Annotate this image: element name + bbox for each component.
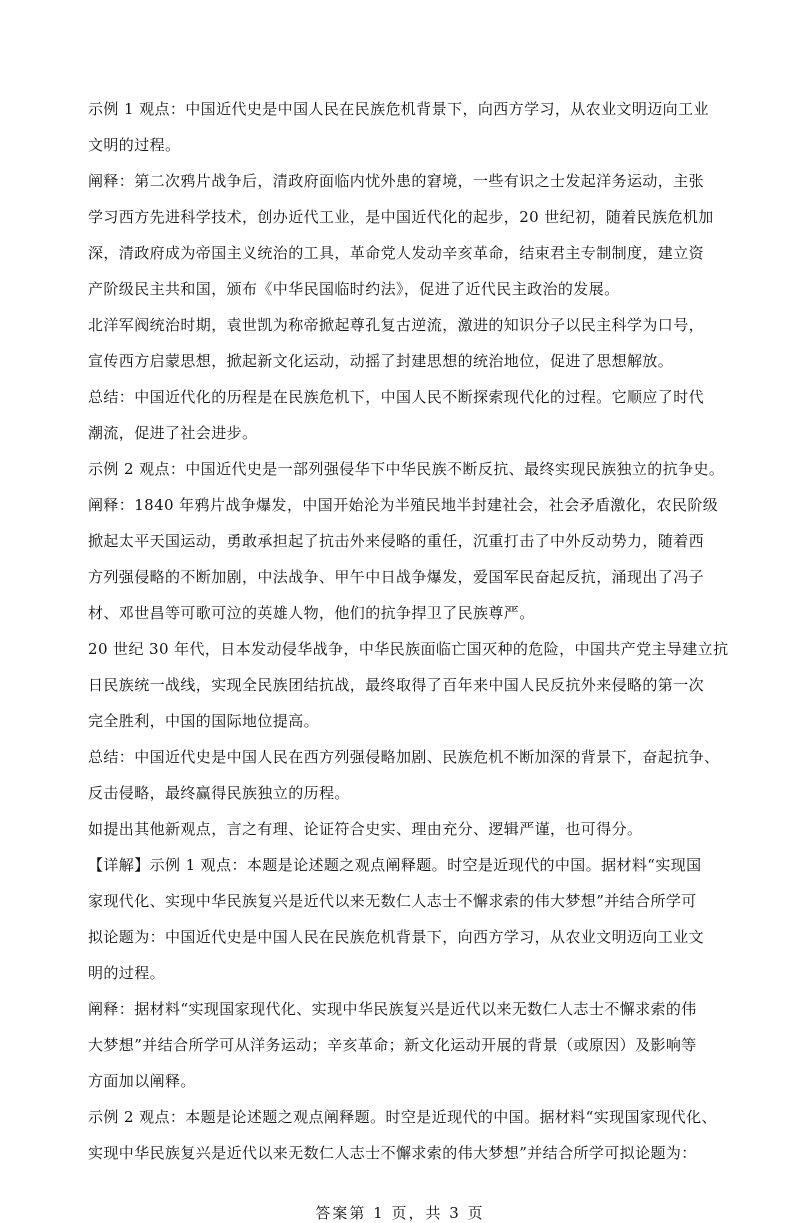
text-line: 明的过程。 xyxy=(88,964,166,982)
page-footer: 答案第 1 页，共 3 页 xyxy=(315,1204,485,1222)
text-line: 20 世纪 30 年代，日本发动侵华战争，中华民族面临亡国灭种的危险，中国共产党主导建立抗 xyxy=(88,640,728,658)
text-line: 大梦想”并结合所学可从洋务运动；辛亥革命；新文化运动开展的背景（或原因）及影响等 xyxy=(88,1036,697,1054)
document-body xyxy=(88,91,728,1171)
text-line: 材、邓世昌等可歌可泣的英雄人物，他们的抗争捍卫了民族尊严。 xyxy=(88,604,535,622)
text-line: 示例 2 观点：本题是论述题之观点阐释题。时空是近现代的中国。据材料“实现国家现代化、 xyxy=(88,1108,717,1126)
text-line: 掀起太平天国运动，勇敢承担起了抗击外来侵略的重任，沉重打击了中外反动势力，随着西 xyxy=(88,532,705,550)
text-line: 如提出其他新观点，言之有理、论证符合史实、理由充分、逻辑严谨，也可得分。 xyxy=(88,820,643,838)
text-line: 总结：中国近代化的历程是在民族危机下，中国人民不断探索现代化的过程。它顺应了时代 xyxy=(88,388,705,406)
text-line: 示例 2 观点：中国近代史是一部列强侵华下中华民族不断反抗、最终实现民族独立的抗争史。 xyxy=(88,460,725,478)
text-line: 学习西方先进科学技术，创办近代工业，是中国近代化的起步，20 世纪初，随着民族危机加 xyxy=(88,208,714,226)
text-line: 【详解】示例 1 观点：本题是论述题之观点阐释题。时空是近现代的中国。据材料“实现国 xyxy=(88,856,702,874)
text-line: 完全胜利，中国的国际地位提高。 xyxy=(88,712,320,730)
text-line: 方面加以阐释。 xyxy=(88,1072,196,1090)
text-line: 文明的过程。 xyxy=(88,136,181,154)
text-line: 方列强侵略的不断加剧，中法战争、甲午中日战争爆发，爱国军民奋起反抗，涌现出了冯子 xyxy=(88,568,705,586)
text-line: 实现中华民族复兴是近代以来无数仁人志士不懈求索的伟大梦想”并结合所学可拟论题为： xyxy=(88,1144,697,1162)
text-line: 日民族统一战线，实现全民族团结抗战，最终取得了百年来中国人民反抗外来侵略的第一次 xyxy=(88,676,705,694)
text-line: 示例 1 观点：中国近代史是中国人民在民族危机背景下，向西方学习，从农业文明迈向工业 xyxy=(88,100,709,118)
text-line: 家现代化、实现中华民族复兴是近代以来无数仁人志士不懈求索的伟大梦想”并结合所学可 xyxy=(88,892,697,910)
text-line: 拟论题为：中国近代史是中国人民在民族危机背景下，向西方学习，从农业文明迈向工业文 xyxy=(88,928,705,946)
text-line: 阐释：第二次鸦片战争后，清政府面临内忧外患的窘境，一些有识之士发起洋务运动，主张 xyxy=(88,172,705,190)
text-line: 潮流，促进了社会进步。 xyxy=(88,424,258,442)
text-line: 产阶级民主共和国，颁布《中华民国临时约法》，促进了近代民主政治的发展。 xyxy=(88,280,620,298)
text-line: 宣传西方启蒙思想，掀起新文化运动，动摇了封建思想的统治地位，促进了思想解放。 xyxy=(88,352,674,370)
text-line: 阐释：据材料“实现国家现代化、实现中华民族复兴是近代以来无数仁人志士不懈求索的伟 xyxy=(88,1000,697,1018)
text-line: 阐释：1840 年鸦片战争爆发，中国开始沦为半殖民地半封建社会，社会矛盾激化，农民阶级 xyxy=(88,496,719,514)
text-line: 总结：中国近代史是中国人民在西方列强侵略加剧、民族危机不断加深的背景下，奋起抗争、 xyxy=(88,748,720,766)
text-line: 北洋军阀统治时期，袁世凯为称帝掀起尊孔复古逆流，激进的知识分子以民主科学为口号， xyxy=(88,316,705,334)
text-line: 深，清政府成为帝国主义统治的工具，革命党人发动辛亥革命，结束君主专制制度，建立资 xyxy=(88,244,705,262)
text-line: 反击侵略，最终赢得民族独立的历程。 xyxy=(88,784,350,802)
